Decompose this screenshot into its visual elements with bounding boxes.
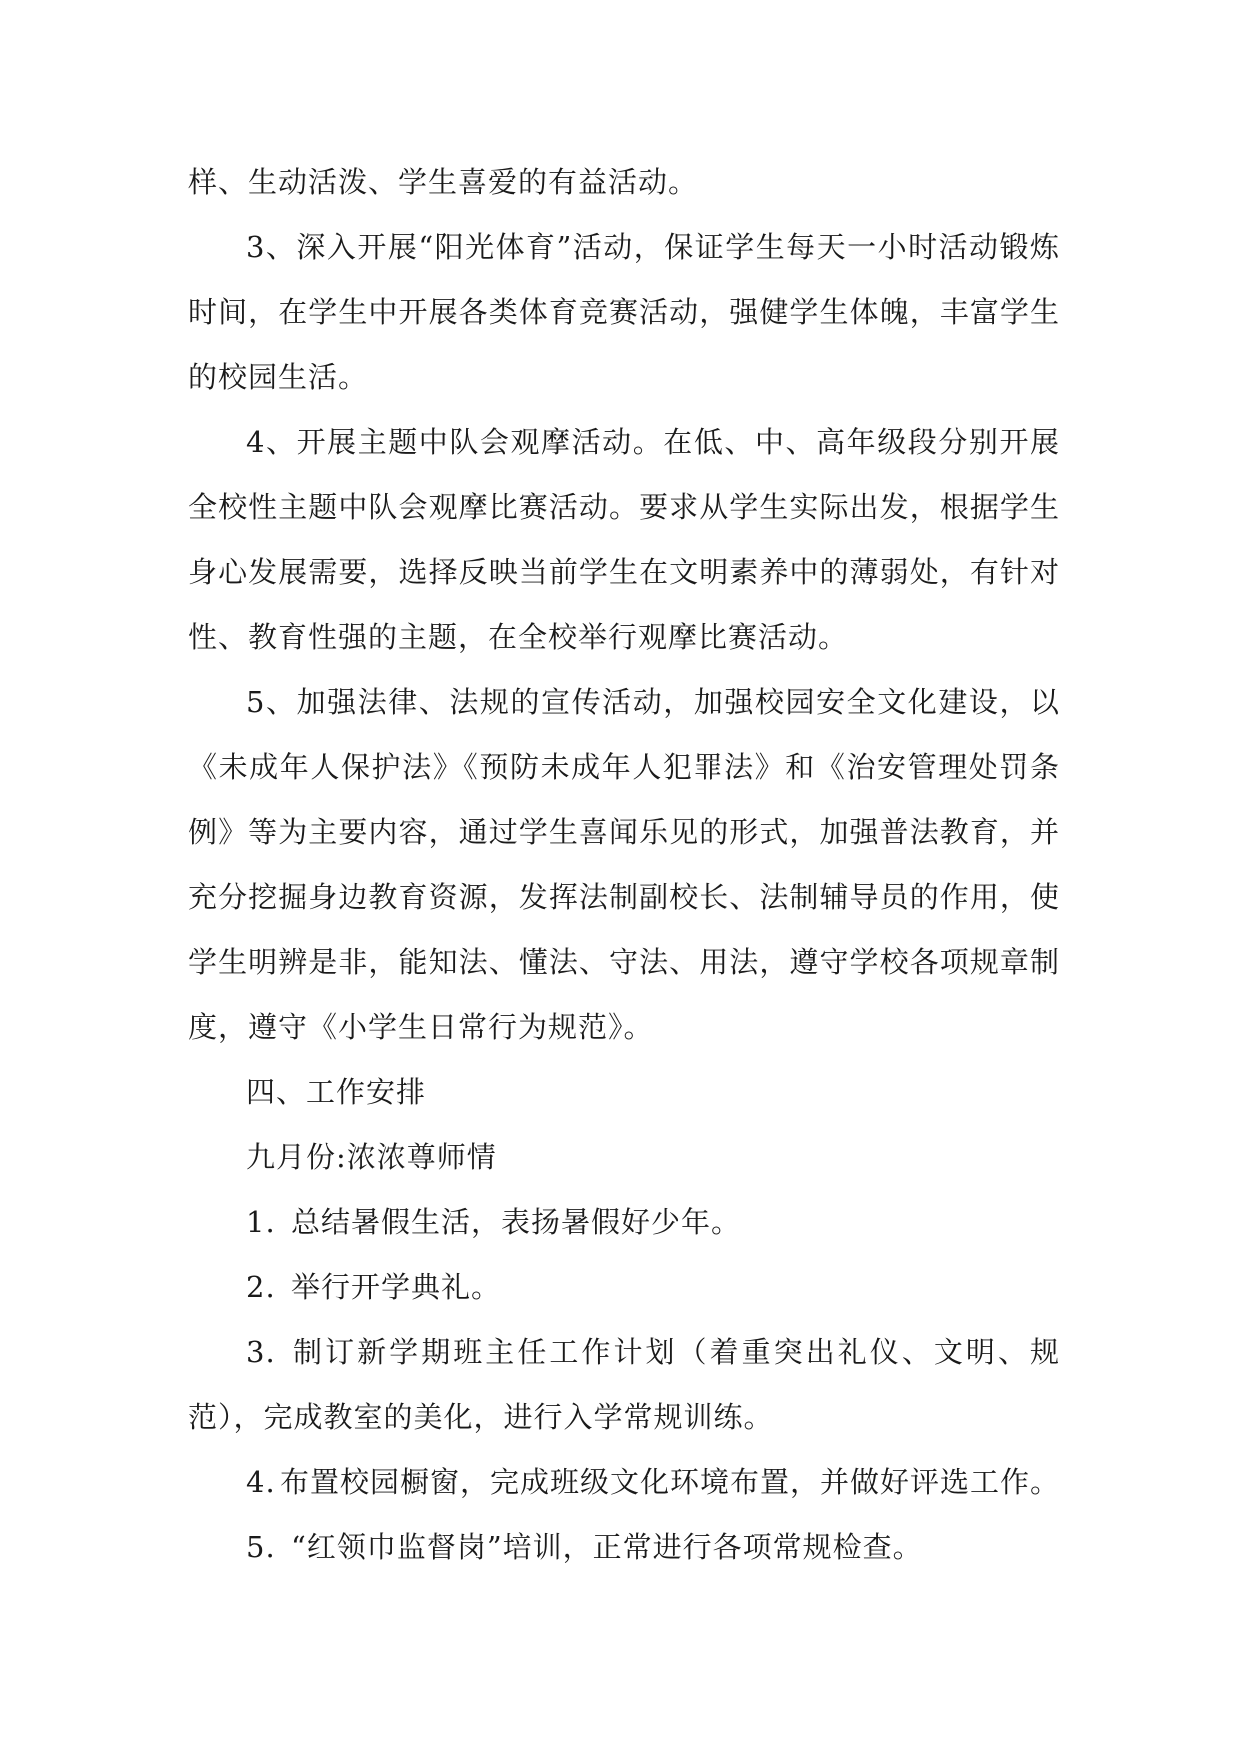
- list-item-number: 4.: [246, 1465, 276, 1499]
- list-item-text: 举行开学典礼。: [291, 1270, 502, 1304]
- list-item-number: 3.: [246, 1335, 276, 1369]
- month-heading: 九月份:浓浓尊师情: [246, 1140, 497, 1174]
- document-body: [188, 150, 1060, 1580]
- list-item: [188, 1515, 1060, 1580]
- list-item-text: “红领巾监督岗”培训，正常进行各项常规检查。: [291, 1530, 923, 1564]
- list-item-number: 1.: [246, 1205, 276, 1239]
- list-item-text: 布置校园橱窗，完成班级文化环境布置，并做好评选工作。: [279, 1465, 1060, 1499]
- paragraph-continuation: 样、生动活泼、学生喜爱的有益活动。: [188, 165, 699, 199]
- list-item-text: 制订新学期班主任工作计划（着重突出礼仪、文明、规范），完成教室的美化，进行入学常规训练。: [188, 1335, 1060, 1434]
- paragraph-sunshine-sports: 3、深入开展“阳光体育”活动，保证学生每天一小时活动锻炼时间，在学生中开展各类体育竞赛活动，强健学生体魄，丰富学生的校园生活。: [188, 230, 1060, 394]
- list-item: [188, 1190, 1060, 1255]
- list-item-text: 总结暑假生活，表扬暑假好少年。: [291, 1205, 742, 1239]
- list-item-number: 2.: [246, 1270, 276, 1304]
- list-item: [188, 1320, 1060, 1450]
- list-item: [188, 1450, 1060, 1515]
- paragraph-law-education: 5、加强法律、法规的宣传活动，加强校园安全文化建设，以《未成年人保护法》《预防未成年人犯罪法》和《治安管理处罚条例》等为主要内容，通过学生喜闻乐见的形式，加强普法教育，并充分挖掘身边教育资源，发挥法制副校长、法制辅导员的作用，使学生明辨是非，能知法、懂法、守法、用法，遵守学校各项规章制度，遵守《小学生日常行为规范》。: [188, 685, 1060, 1044]
- section-heading: 四、工作安排: [246, 1075, 427, 1109]
- list-item: [188, 1255, 1060, 1320]
- paragraph-theme-meeting: 4、开展主题中队会观摩活动。在低、中、高年级段分别开展全校性主题中队会观摩比赛活动。要求从学生实际出发，根据学生身心发展需要，选择反映当前学生在文明素养中的薄弱处，有针对性、教育性强的主题，在全校举行观摩比赛活动。: [188, 425, 1060, 654]
- list-item-number: 5.: [246, 1530, 276, 1564]
